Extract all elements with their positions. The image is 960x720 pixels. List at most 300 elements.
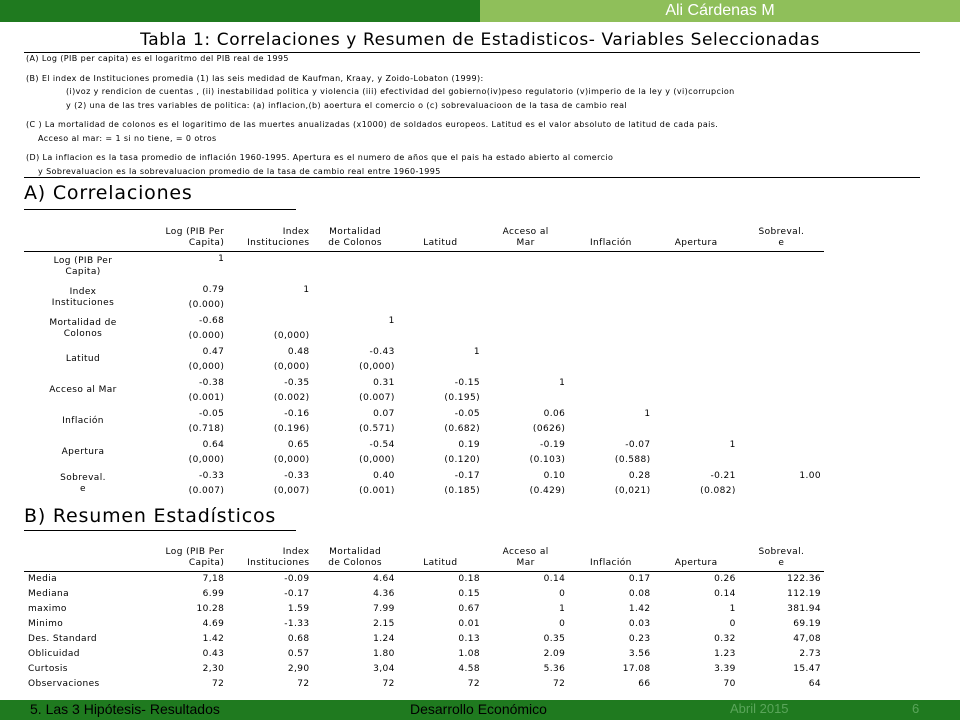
footer-section: 5. Las 3 Hipótesis- Resultados [30,701,220,717]
correlation-pvalue: (0.682) [444,424,480,435]
row-label-line2: e [80,483,86,494]
correlation-value [227,251,312,267]
row-label-line1: Sobreval. [60,472,106,483]
row-label-line1: Mortalidad de [49,317,117,328]
footer-course: Desarrollo Económico [410,701,547,717]
correlation-value [483,282,568,298]
correlation-row [24,406,824,422]
correlation-row [24,251,824,267]
summary-value: 69.19 [793,618,821,629]
summary-row-label: Media [24,571,142,586]
footer-date: Abril 2015 [730,701,789,716]
correlation-value [568,313,653,329]
summary-value: 4.69 [202,618,225,629]
slide-title: Tabla 1: Correlaciones y Resumen de Estadisticos- Variables Seleccionadas [140,30,820,50]
summary-value: 0 [559,588,566,599]
correlation-row-label [24,251,142,282]
correlation-pvalue [739,360,824,376]
pvalue-row [24,329,824,345]
summary-column-header [227,532,312,571]
correlation-value: -0.19 [539,439,566,450]
correlation-pvalue [568,267,653,283]
correlation-value [568,251,653,267]
correlation-value [568,344,653,360]
correlation-pvalue: (0,000) [359,455,395,466]
row-label-line1: Apertura [61,447,105,457]
author-label: Ali Cárdenas M [480,0,960,22]
correlation-pvalue [398,298,483,314]
summary-row [24,601,824,616]
correlation-value [227,313,312,329]
correlations-column-header [398,212,483,251]
correlation-value [398,251,483,267]
correlation-row [24,313,824,329]
column-header-line2: e [778,557,785,568]
correlation-pvalue: (0,000) [188,362,225,373]
correlation-value [739,437,824,453]
summary-value: 0.03 [628,618,651,629]
summary-row [24,661,824,676]
correlation-value: -0.43 [369,346,395,357]
correlation-pvalue: (0,021) [614,486,651,497]
correlation-value [313,282,398,298]
correlation-pvalue: (0.002) [273,393,310,404]
note-d2: y Sobrevaluacion es la sobrevaluacion promedio de la tasa de cambio real entre 1960-1995 [38,166,441,176]
correlation-row [24,344,824,360]
correlations-column-header [142,212,227,251]
correlation-value: 0.65 [287,439,310,450]
correlation-value [654,375,739,391]
column-header-line2: Capita) [188,557,225,568]
correlation-pvalue: (0.082) [700,486,736,497]
correlation-pvalue: (0.000) [188,300,225,311]
summary-value: 0.68 [287,633,310,644]
correlation-pvalue [483,298,568,314]
row-label-line1: Index [69,286,97,297]
column-header-line2: Apertura [674,237,718,248]
correlation-value: 0.40 [373,470,395,481]
correlation-pvalue: (0.718) [188,424,225,435]
correlation-pvalue: (0,000) [359,362,395,373]
correlation-value [654,344,739,360]
correlation-value: 0.07 [373,408,395,419]
top-banner-dark [0,0,480,22]
summary-value: 0.18 [398,571,483,586]
notes-rule [24,177,920,178]
correlation-pvalue [568,360,653,376]
summary-value: 3,04 [373,663,395,674]
correlation-pvalue [483,391,568,407]
summary-value: 0.14 [714,588,736,599]
column-header-line2: Latitud [423,557,458,568]
summary-value: 112.19 [787,588,821,599]
correlation-value [739,406,824,422]
summary-value: 0.08 [628,588,651,599]
note-b1: (B) El index de Instituciones promedia (1) las seis medidad de Kaufman, Kraay, y Zoido-Lobaton (1999): [26,73,484,83]
correlation-value: 0.06 [543,408,566,419]
summary-value: 0.13 [458,633,480,644]
summary-value: 4.64 [313,571,398,586]
correlations-title: A) Correlaciones [24,182,193,204]
correlation-pvalue [313,298,398,314]
summary-value: -1.33 [284,618,310,629]
summary-header-row [24,532,824,571]
summary-row-label: Minimo [28,618,64,629]
correlation-value [654,313,739,329]
pvalue-row [24,453,824,469]
correlation-value: 0.31 [373,377,395,388]
summary-value: 0 [729,618,736,629]
correlation-value: -0.05 [198,408,225,419]
correlation-pvalue: (0,000) [188,455,225,466]
summary-value: 72 [211,678,225,689]
footer-bar [0,700,960,720]
correlation-value: -0.38 [198,377,225,388]
summary-value: 1.80 [373,648,395,659]
correlation-pvalue [654,329,739,345]
correlation-pvalue [739,329,824,345]
top-banner [0,0,960,22]
row-label-line1: Acceso al Mar [49,385,117,395]
summary-value: 47,08 [793,633,821,644]
correlation-value [398,313,483,329]
summary-header-blank [24,532,142,571]
summary-value: -0.09 [227,571,312,586]
correlation-pvalue [568,329,653,345]
summary-value: 2,90 [287,663,310,674]
correlation-pvalue [398,329,483,345]
summary-value: 4.36 [373,588,395,599]
correlation-value [739,375,824,391]
correlation-value [654,251,739,267]
correlation-value: -0.33 [198,470,225,481]
column-header-line1: Index [282,546,310,557]
correlation-pvalue: (0.429) [529,486,566,497]
correlations-column-header [739,212,824,251]
correlation-pvalue [739,267,824,283]
summary-column-header [483,532,568,571]
correlations-column-header [313,212,398,251]
summary-value: 1.42 [202,633,225,644]
summary-value: 7,18 [142,571,227,586]
column-header-line2: Inflación [589,237,632,248]
correlation-value: 0.48 [287,346,310,357]
summary-value: 0.35 [543,633,566,644]
correlation-pvalue: (0.001) [188,393,225,404]
correlation-pvalue: (0.007) [359,393,395,404]
correlation-value: 1 [388,315,395,326]
correlation-pvalue [654,422,739,438]
correlations-header-blank [24,212,142,251]
correlation-pvalue [739,453,824,469]
summary-row [24,586,824,601]
summary-value: 64 [808,678,821,689]
summary-value: 0.23 [628,633,651,644]
summary-value: 0.26 [654,571,739,586]
note-c2: Acceso al mar: = 1 si no tiene, = 0 otros [38,133,217,143]
pvalue-row [24,298,824,314]
summary-value: 1.23 [714,648,736,659]
correlation-value: 0.10 [543,470,566,481]
summary-value: 72 [297,678,310,689]
correlation-pvalue: (0,000) [273,331,310,342]
correlation-value: -0.05 [454,408,480,419]
column-header-line1: Log (PIB Per [165,546,225,557]
correlation-pvalue [739,391,824,407]
correlation-row [24,437,824,453]
row-label-line2: Instituciones [51,297,115,308]
correlation-pvalue [739,484,824,500]
summary-column-header [398,532,483,571]
summary-table [24,532,824,691]
summary-row-label: maximo [28,603,67,614]
correlation-pvalue [568,422,653,438]
correlation-pvalue: (0.195) [444,393,480,404]
summary-row [24,616,824,631]
note-b3: y (2) una de las tres variables de politica: (a) inflacion,(b) aoertura el comercio o (c) sobrevaluacioon de la tasa de cambio real [66,100,628,110]
note-a: (A) Log (PIB per capita) es el logaritmo del PIB real de 1995 [26,54,289,63]
summary-value: 7.99 [373,603,395,614]
summary-value: 0.43 [202,648,225,659]
summary-value: 6.99 [202,588,225,599]
correlations-column-header [227,212,312,251]
correlation-value: -0.15 [454,377,480,388]
correlation-value: -0.16 [284,408,310,419]
correlation-value: 1 [729,439,736,450]
summary-value: 1 [559,603,566,614]
summary-value: 66 [638,678,651,689]
correlation-value: 0.19 [458,439,480,450]
summary-value: 72 [467,678,480,689]
correlation-value: 1.00 [799,470,821,481]
correlation-pvalue [313,329,398,345]
column-header-line2: Mar [516,237,535,248]
correlation-value: -0.17 [454,470,480,481]
summary-value: 0.01 [458,618,480,629]
correlation-pvalue [483,267,568,283]
correlation-value [654,282,739,298]
summary-value: 10.28 [196,603,225,614]
summary-column-header [568,532,653,571]
correlation-value [398,282,483,298]
summary-value: 2.15 [373,618,395,629]
summary-value: 70 [723,678,736,689]
correlation-value: 0.47 [202,346,225,357]
correlations-table [24,212,824,499]
correlation-pvalue: (0.196) [273,424,310,435]
correlation-row-label [24,344,142,375]
correlation-value [483,344,568,360]
summary-value: 0.14 [483,571,568,586]
notes-block [26,52,926,178]
summary-value: 5.36 [543,663,566,674]
summary-value: 2,30 [202,663,225,674]
correlation-pvalue [654,453,739,469]
summary-value: 1.08 [458,648,480,659]
correlations-column-header [654,212,739,251]
correlation-value: 1 [644,408,651,419]
correlation-pvalue [654,267,739,283]
summary-value: 1.59 [287,603,310,614]
pvalue-row [24,422,824,438]
correlation-pvalue: (0.571) [359,424,395,435]
correlations-header-row [24,212,824,251]
correlations-title-underline [24,209,296,210]
summary-value: 2.73 [799,648,821,659]
correlation-row-label [24,437,142,468]
summary-row [24,646,824,661]
correlation-value [739,344,824,360]
summary-column-header [739,532,824,571]
column-header-line1: Mortalidad [329,546,382,557]
correlation-value: -0.07 [625,439,651,450]
summary-value: 1 [729,603,736,614]
column-header-line1: Index [282,226,310,237]
correlation-pvalue [142,267,227,283]
correlations-column-header [483,212,568,251]
summary-row-label: Mediana [28,588,70,599]
correlation-value: 0.28 [628,470,651,481]
correlation-row-label [24,468,142,499]
correlation-pvalue [654,360,739,376]
column-header-line2: de Colonos [328,237,383,248]
summary-column-header [654,532,739,571]
row-label-line1: Inflación [62,416,104,426]
pvalue-row [24,391,824,407]
correlations-column-header [568,212,653,251]
column-header-line1: Acceso al [502,226,549,237]
summary-column-header [142,532,227,571]
column-header-line2: e [778,237,785,248]
correlation-pvalue [398,360,483,376]
row-label-line2: Capita) [65,266,101,277]
pvalue-row [24,484,824,500]
correlation-pvalue [227,267,312,283]
summary-value: 122.36 [739,571,824,586]
correlation-value: 1 [473,346,480,357]
summary-row [24,631,824,646]
correlation-pvalue [483,329,568,345]
summary-value: 15.47 [793,663,821,674]
summary-row-label: Des. Standard [28,633,98,644]
correlation-value: -0.21 [710,470,736,481]
column-header-line2: Mar [516,557,535,568]
pvalue-row [24,360,824,376]
summary-value: 381.94 [787,603,821,614]
correlation-value [483,313,568,329]
correlation-value [483,251,568,267]
summary-row [24,676,824,691]
correlation-value: -0.54 [369,439,395,450]
summary-value: 0 [559,618,566,629]
summary-value: 17.08 [622,663,651,674]
summary-value: 2.09 [543,648,566,659]
summary-value: 4.58 [458,663,480,674]
summary-title-underline [24,530,296,531]
correlation-pvalue: (0.000) [188,331,225,342]
summary-value: 3.39 [714,663,736,674]
summary-row-label: Observaciones [28,678,100,689]
note-c1: (C ) La mortalidad de colonos es el logaritimo de las muertes anualizadas (x1000) de soldados europeos. Latitud es el valor absoluto de latitud de cada pais. [26,120,719,129]
pvalue-row [24,267,824,283]
row-label-line1: Latitud [65,354,101,364]
column-header-line1: Mortalidad [329,226,382,237]
summary-row-label: Curtosis [28,663,68,674]
correlation-value: 0.79 [202,284,225,295]
correlation-pvalue [654,391,739,407]
column-header-line1: Sobreval. [758,546,805,557]
correlation-row [24,282,824,298]
correlation-pvalue [654,298,739,314]
column-header-line2: Capita) [188,237,225,248]
summary-title: B) Resumen Estadísticos [24,505,277,527]
correlation-value [739,282,824,298]
correlation-value: -0.33 [284,470,310,481]
column-header-line2: Instituciones [247,237,310,248]
correlation-value [568,282,653,298]
summary-column-header [313,532,398,571]
correlation-pvalue: (0.185) [444,486,480,497]
correlation-pvalue [739,422,824,438]
correlation-pvalue: (0.001) [359,486,395,497]
correlation-value: 0.64 [202,439,225,450]
correlation-row [24,468,824,484]
summary-value: 72 [552,678,566,689]
correlation-value: 1 [303,284,310,295]
summary-value: -0.17 [284,588,310,599]
column-header-line1: Log (PIB Per [165,226,225,237]
correlation-value [739,313,824,329]
note-b2: (i)voz y rendicion de cuentas , (ii) inestabilidad politica y violencia (iii) efectividad del gobierno(iv)peso regulatorio (v)imperio de la ley y (vi)corrupcion [66,87,735,96]
column-header-line2: Instituciones [247,557,310,568]
column-header-line2: de Colonos [328,557,383,568]
correlation-pvalue [568,391,653,407]
summary-value: 72 [382,678,395,689]
summary-row [24,571,824,586]
correlation-row-label [24,375,142,406]
correlation-pvalue [483,360,568,376]
row-label-line1: Log (PIB Per [53,255,113,266]
column-header-line2: Apertura [674,557,718,568]
correlation-pvalue: (0.007) [188,486,225,497]
correlation-pvalue [568,298,653,314]
footer-page: 6 [912,701,920,716]
summary-value: 3.56 [628,648,651,659]
correlation-pvalue: (0.588) [614,455,651,466]
correlation-row-label [24,282,142,313]
correlation-pvalue: (0.120) [444,455,480,466]
correlation-value [568,375,653,391]
correlation-value: 1 [142,251,227,267]
summary-value: 1.42 [628,603,651,614]
correlation-row [24,375,824,391]
note-d1: (D) La inflacion es la tasa promedio de inflación 1960-1995. Apertura es el numero de años que el pais ha estado abierto al comercio [26,153,614,162]
correlation-value [739,251,824,267]
correlation-row-label [24,406,142,437]
summary-value: 1.24 [373,633,395,644]
correlation-pvalue [227,298,312,314]
summary-value: 0.15 [458,588,480,599]
correlation-pvalue [739,298,824,314]
correlation-pvalue: (0,000) [273,455,310,466]
correlation-pvalue: (0,000) [273,362,310,373]
column-header-line2: Latitud [423,237,458,248]
correlation-value [654,406,739,422]
correlation-value [313,251,398,267]
correlation-value: -0.68 [198,315,225,326]
correlation-pvalue [313,267,398,283]
correlation-value: -0.35 [284,377,310,388]
